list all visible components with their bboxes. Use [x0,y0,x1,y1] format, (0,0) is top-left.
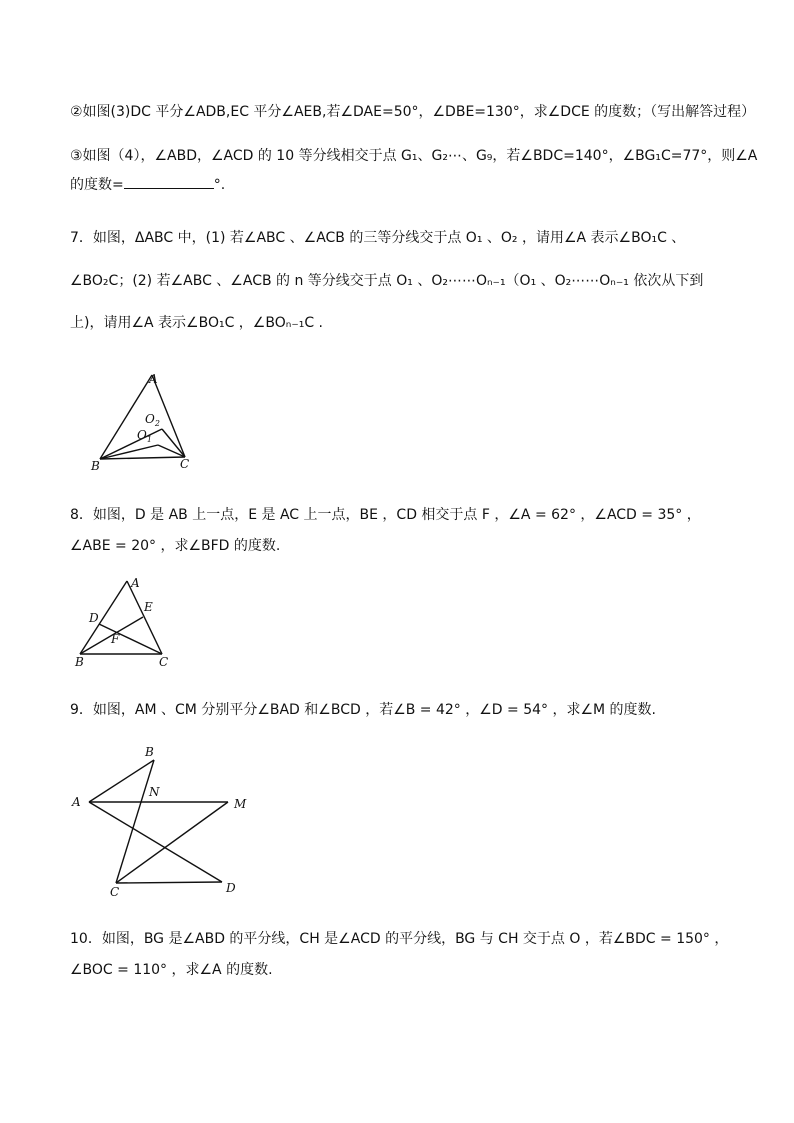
q6-part3-text-line1: ③如图（4），∠ABD，∠ACD 的 10 等分线相交于点 G₁、G₂⋯、G₉，若∠BDC=140°，∠BG₁C=77°，则∠A [70,148,758,164]
fig8-label-d: D [89,611,99,625]
q6-part3-prefix: 的度数= [70,177,124,193]
fig9-label-n: N [149,785,160,799]
fig7-label-o2: $O_2$ [145,412,160,428]
fig8-side-ab [80,581,127,654]
fig7-label-o1: $O_1$ [137,428,152,444]
q6-part2-text: ②如图(3)DC 平分∠ADB,EC 平分∠AEB,若∠DAE=50°，∠DBE=130°，求∠DCE 的度数；（写出解答过程） [70,104,756,120]
fig9-label-m: M [234,797,247,811]
fig9-line-cm [116,802,228,883]
figure-q9-diagram [65,740,265,900]
fig8-line-cd [99,624,162,654]
fig8-label-e: E [144,600,153,614]
q8-text-line2: ∠ABE = 20° ，求∠BFD 的度数. [70,538,281,554]
fig9-label-b: B [145,745,154,759]
q9-text-line1: 9．如图，AM 、CM 分别平分∠BAD 和∠BCD ，若∠B = 42° ，∠D = 54° ，求∠M 的度数. [70,702,657,718]
q6-part3-text-line2 [70,175,225,195]
fig7-label-a: A [149,372,158,386]
fig9-line-cd [116,882,222,883]
q10-text-line1: 10．如图，BG 是∠ABD 的平分线，CH 是∠ACD 的平分线，BG 与 CH 交于点 O ，若∠BDC = 150° ， [70,931,729,947]
answer-blank [124,176,214,189]
fig7-label-b: B [91,459,100,473]
fig9-label-a: A [72,795,81,809]
fig8-side-ac [127,581,162,654]
fig9-label-c: C [110,885,120,899]
fig9-line-ad [89,802,222,882]
fig8-label-c: C [159,655,169,669]
figure-q7-triangle [80,365,210,475]
q7-text-line2: ∠BO₂C；(2) 若∠ABC 、∠ACB 的 n 等分线交于点 O₁ 、O₂⋯⋯Oₙ₋₁（O₁ 、O₂⋯⋯Oₙ₋₁ 依次从下到 [70,273,704,289]
figure-q8-triangle [70,575,190,670]
fig9-label-d: D [226,881,236,895]
fig8-label-a: A [131,576,140,590]
fig8-label-b: B [75,655,84,669]
q6-part3-suffix: °. [213,177,226,193]
q8-text-line1: 8．如图，D 是 AB 上一点，E 是 AC 上一点，BE ，CD 相交于点 F ，∠A = 62° ，∠ACD = 35° ， [70,507,701,523]
q10-text-line2: ∠BOC = 110° ，求∠A 的度数. [70,962,273,978]
q7-text-line1: 7．如图，ΔABC 中，(1) 若∠ABC 、∠ACB 的三等分线交于点 O₁ 、O₂ ，请用∠A 表示∠BO₁C 、 [70,230,686,246]
fig7-line-bo1 [100,445,158,459]
fig7-label-c: C [180,457,190,471]
fig8-label-f: F [111,632,120,646]
q7-text-line3: 上)，请用∠A 表示∠BO₁C ，∠BOₙ₋₁C . [70,315,323,331]
fig7-line-co2 [162,429,185,457]
fig7-side-bc [100,457,185,459]
fig9-line-ab [89,760,154,802]
